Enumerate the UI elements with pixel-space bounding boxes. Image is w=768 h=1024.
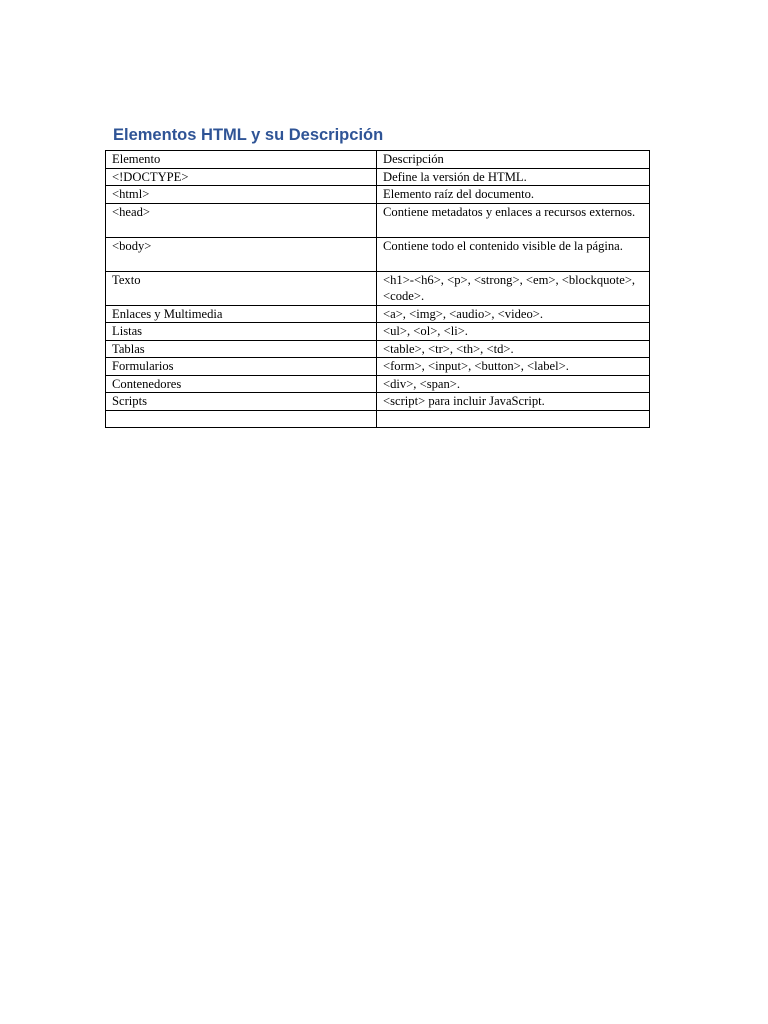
element-cell: Contenedores (106, 375, 377, 393)
table-row (106, 305, 650, 323)
header-cell-element: Elemento (106, 151, 377, 169)
element-cell: <head> (106, 203, 377, 237)
element-cell: Formularios (106, 358, 377, 376)
description-cell: <table>, <tr>, <th>, <td>. (377, 340, 650, 358)
description-cell: Define la versión de HTML. (377, 168, 650, 186)
html-elements-table (105, 150, 650, 428)
description-cell: <a>, <img>, <audio>, <video>. (377, 305, 650, 323)
table-row (106, 271, 650, 305)
table-header-row (106, 151, 650, 169)
description-cell: <script> para incluir JavaScript. (377, 393, 650, 411)
header-cell-description: Descripción (377, 151, 650, 169)
element-cell: Listas (106, 323, 377, 341)
empty-cell (377, 410, 650, 427)
description-cell: <div>, <span>. (377, 375, 650, 393)
table-row (106, 168, 650, 186)
empty-table-row (106, 410, 650, 427)
table-row (106, 323, 650, 341)
table-row (106, 393, 650, 411)
description-cell: Elemento raíz del documento. (377, 186, 650, 204)
description-cell: <form>, <input>, <button>, <label>. (377, 358, 650, 376)
table-row (106, 203, 650, 237)
description-cell: Contiene metadatos y enlaces a recursos externos. (377, 203, 650, 237)
description-cell: Contiene todo el contenido visible de la página. (377, 237, 650, 271)
table-row (106, 358, 650, 376)
element-cell: Scripts (106, 393, 377, 411)
table-row (106, 340, 650, 358)
description-cell: <ul>, <ol>, <li>. (377, 323, 650, 341)
table-row (106, 237, 650, 271)
page-title: Elementos HTML y su Descripción (113, 126, 384, 144)
element-cell: Texto (106, 271, 377, 305)
empty-cell (106, 410, 377, 427)
element-cell: <html> (106, 186, 377, 204)
element-cell: Enlaces y Multimedia (106, 305, 377, 323)
element-cell: Tablas (106, 340, 377, 358)
description-cell: <h1>-<h6>, <p>, <strong>, <em>, <blockquote>, <code>. (377, 271, 650, 305)
table-row (106, 375, 650, 393)
element-cell: <body> (106, 237, 377, 271)
element-cell: <!DOCTYPE> (106, 168, 377, 186)
table-row (106, 186, 650, 204)
